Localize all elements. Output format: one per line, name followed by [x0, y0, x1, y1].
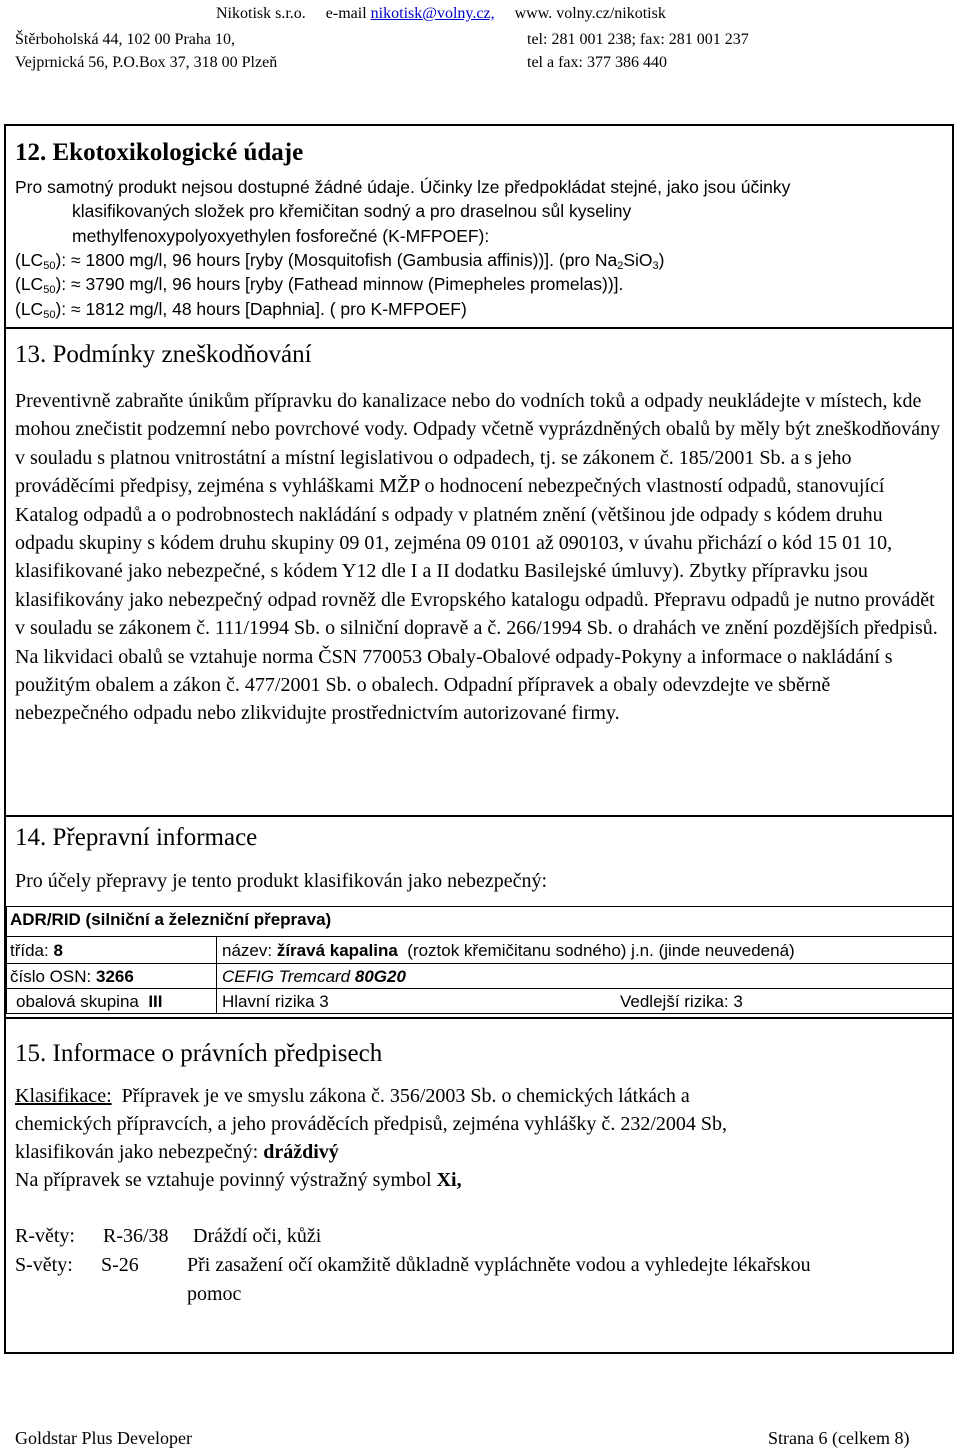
adr-rid-table	[6, 906, 953, 1014]
divider-14-15	[4, 1017, 954, 1019]
cefig-cell: CEFIG Tremcard 80G20	[222, 967, 406, 986]
approx-icon: ≈	[71, 250, 81, 270]
phone-praha: tel: 281 001 238; fax: 281 001 237	[527, 31, 749, 48]
footer-page-number: Strana 6 (celkem 8)	[768, 1428, 910, 1448]
section-14-title: 14. Přepravní informace	[15, 824, 258, 851]
lc50-daphnia: $(LC_{50})$: ≈ 1812 mg/l, 48 hours [Daphnia]. ( pro K-MFPOEF)	[15, 299, 467, 321]
hlavni-rizika: Hlavní rizika 3	[222, 992, 329, 1011]
header-line-1	[216, 5, 666, 23]
s-vety-text-2: pomoc	[187, 1283, 242, 1305]
s13-paragraph-2: Na likvidaci obalů se vztahuje norma ČSN 770053 Obaly-Obalové odpady-Pokyny a informace o nakládání s použitým obalem a zákon č. 477/2001 Sb. o obalech. Odpadní přípravek a obaly odevzdejte ve sběrně nebezpečného odpadu nebo zlikvidujte prostřednictvím autorizované firmy.	[15, 645, 893, 725]
hazard-symbol-xi: Xi,	[436, 1169, 462, 1191]
s14-intro: Pro účely přepravy je tento produkt klasifikován jako nebezpečný:	[15, 870, 548, 892]
table-rule	[6, 988, 953, 989]
s-vety-label: S-věty:	[15, 1254, 73, 1276]
trida-cell: třída: 8	[10, 941, 63, 960]
phone-plzen: tel a fax: 377 386 440	[527, 54, 667, 71]
approx-icon: ≈	[71, 274, 81, 294]
klasifikace-label: Klasifikace:	[15, 1085, 112, 1107]
r-vety-code: R-36/38	[103, 1225, 169, 1247]
klasifikace-line-3: klasifikován jako nebezpečný: dráždivý	[15, 1141, 339, 1163]
s12-line-3: methylfenoxypolyoxyethylen fosforečné (K-MFPOEF):	[72, 226, 490, 246]
footer-company: Goldstar Plus Developer	[15, 1428, 192, 1448]
table-title: ADR/RID (silniční a železniční přeprava)	[10, 910, 332, 929]
lc50-mosquitofish: $(LC_{50})$: ≈ 1800 mg/l, 96 hours [ryby (Mosquitofish (Gambusia affinis))]. (pro $Na_2SiO_3$)	[15, 250, 665, 272]
s-vety-code: S-26	[101, 1254, 139, 1276]
osn-cell: číslo OSN: 3266	[10, 967, 134, 986]
company-name: Nikotisk s.r.o.	[216, 5, 306, 22]
s13-body	[15, 387, 945, 728]
approx-icon: ≈	[71, 299, 81, 319]
symbol-line: Na přípravek se vztahuje povinný výstražný symbol Xi,	[15, 1169, 462, 1191]
classification-irritant: dráždivý	[263, 1141, 339, 1163]
email-link[interactable]: nikotisk@volny.cz,	[370, 5, 495, 22]
address-plzen: Vejprnická 56, P.O.Box 37, 318 00 Plzeň	[15, 54, 278, 71]
s-vety-text-1: Při zasažení očí okamžitě důkladně vypláchněte vodou a vyhledejte lékařskou	[187, 1254, 811, 1276]
lc50-fathead-minnow: $(LC_{50})$: ≈ 3790 mg/l, 96 hours [ryby (Fathead minnow (Pimepheles promelas))].	[15, 274, 624, 296]
s13-paragraph-1: Preventivně zabraňte únikům přípravku do kanalizace nebo do vodních toků a odpady neukládejte v místech, kde mohou znečistit podzemní nebo povrchové vody. Odpady včetně vyprázdněných obalů by měly být zneškodňovány v souladu s platnou vnitrostátní a místní legislativou o odpadech, tj. se zákonem č. 185/2001 Sb. a s jeho prováděcími předpisy, zejména s vyhláškami MŽP o hodnocení nebezpečných vlastností odpadů, stanovující Katalog odpadů a o podrobnostech nakládání s odpady v platném znění (většinou jde odpady s kódem druhu odpadu skupiny s kódem druhu skupiny 09 01, zejména 09 0101 až 090103, v úvahu přichází o kód 15 01 10, klasifikované jako nebezpečné, s kódem Y12 dle I a II dodatku Basilejské úmluvy). Zbytky přípravku jsou klasifikovány jako nebezpečný odpad rovněž dle Evropského katalogu odpadů. Přepravu odpadů je nutno provádět v souladu se zákonem č. 111/1994 Sb. o silniční dopravě a č. 266/1994 Sb. o drahách ve znění pozdějších předpisů.	[15, 390, 941, 640]
s12-line-2: klasifikovaných složek pro křemičitan sodný a pro draselnou sůl kyseliny	[72, 201, 632, 221]
r-vety-label: R-věty:	[15, 1225, 75, 1247]
r-vety-text: Dráždí oči, kůži	[193, 1225, 322, 1247]
section-15-title: 15. Informace o právních předpisech	[15, 1040, 383, 1067]
klasifikace-line-2: chemických přípravcích, a jeho prováděcích předpisů, zejména vyhlášky č. 232/2004 Sb,	[15, 1113, 727, 1135]
table-rule	[6, 936, 953, 937]
email-label: e-mail	[325, 5, 367, 22]
table-column-divider	[216, 936, 217, 1014]
vedlejsi-rizika: Vedlejší rizika: 3	[620, 992, 743, 1011]
nazev-cell: název: žíravá kapalina (roztok křemičitanu sodného) j.n. (jinde neuvedená)	[222, 941, 795, 960]
table-rule	[6, 963, 953, 964]
divider-12-13	[4, 327, 954, 329]
klasifikace-line-1: Klasifikace: Přípravek je ve smyslu zákona č. 356/2003 Sb. o chemických látkách a	[15, 1085, 690, 1107]
web-address: www. volny.cz/nikotisk	[514, 5, 666, 22]
section-12-title: 12. Ekotoxikologické údaje	[15, 139, 304, 166]
s12-line-1: Pro samotný produkt nejsou dostupné žádné údaje. Účinky lze předpokládat stejné, jako jsou účinky	[15, 177, 791, 197]
address-praha: Štěrboholská 44, 102 00 Praha 10,	[15, 31, 235, 48]
divider-13-14	[4, 815, 954, 817]
skupina-cell: obalová skupina III	[16, 992, 163, 1011]
section-13-title: 13. Podmínky zneškodňování	[15, 341, 312, 368]
